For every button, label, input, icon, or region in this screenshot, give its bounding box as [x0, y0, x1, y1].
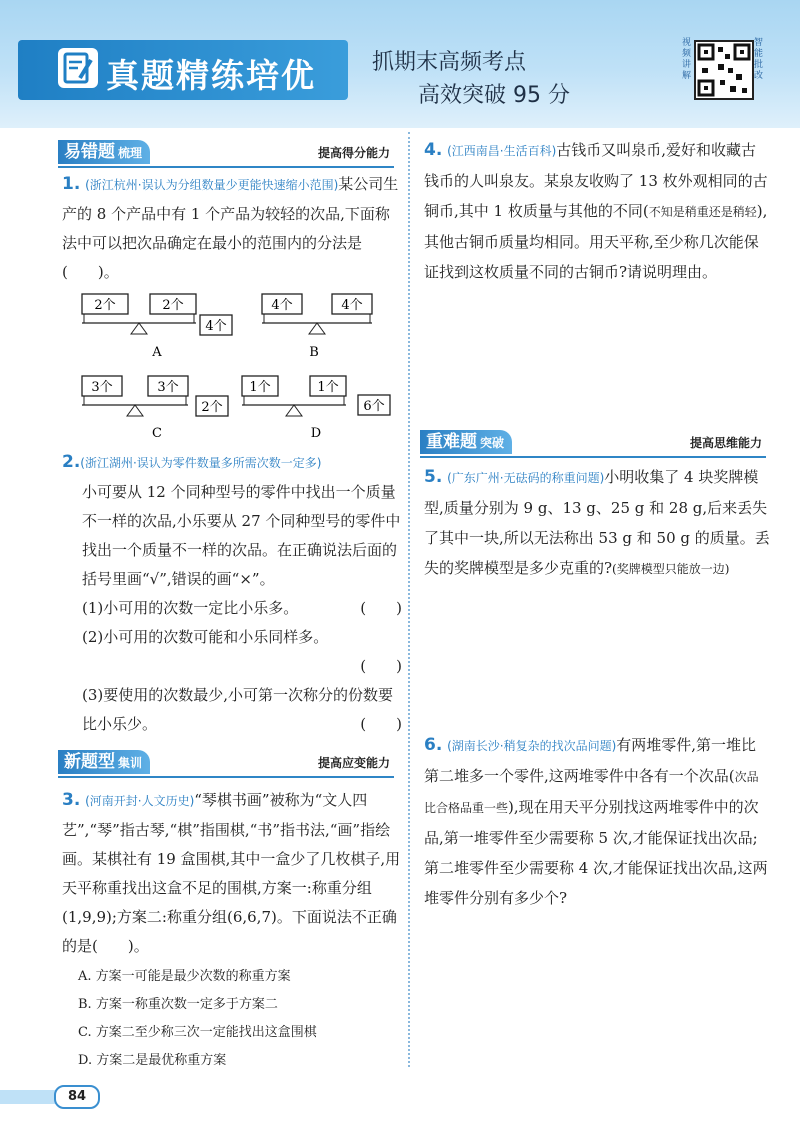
- scale-right-pan: 1个: [317, 380, 339, 395]
- scale-aside: 6个: [363, 399, 385, 414]
- notebook-pencil-icon: [58, 48, 98, 88]
- scale-option-b[interactable]: [262, 294, 372, 360]
- option-label: B: [309, 345, 319, 360]
- question-note: 不知是稍重还是稍轻: [648, 205, 757, 219]
- column-divider: [408, 132, 410, 1067]
- section-tag: 重难题 突破: [420, 430, 512, 454]
- option-b[interactable]: B. 方案一称重次数一定多于方案二: [78, 997, 278, 1012]
- question-text: 古钱币又叫泉币,爱好和收藏古钱币的人叫泉友。某泉友收购了 13 枚外观相同的古铜币,其中 1 枚质量与其他的不同(: [424, 141, 768, 220]
- scale-option-c[interactable]: [82, 376, 228, 441]
- scale-aside: 2个: [201, 400, 223, 415]
- option-c[interactable]: C. 方案二至少称三次一定能找出这盒围棋: [78, 1025, 317, 1040]
- question-text: 有两堆零件,第一堆比第二堆多一个零件,这两堆零件中各有一个次品(: [424, 736, 757, 785]
- scale-left-pan: 4个: [271, 298, 293, 313]
- question-2: [62, 448, 402, 739]
- question-text: 小明收集了 4 块奖牌模型,质量分别为 9 g、13 g、25 g 和 28 g,后来丢失了其中一块,所以无法称出 53 g 和 50 g 的质量。丢失的奖牌模型是多少克重的?: [424, 468, 770, 577]
- slogan-line-1: 抓期末高频考点: [372, 50, 527, 75]
- question-text: “琴棋书画”被称为“文人四艺”,“琴”指古琴,“棋”指围棋,“书”指书法,“画”指绘画。某棋社有 19 盒围棋,其中一盒少了几枚棋子,用天平称重找出这盒不足的围棋,方案一:称重分组(1,9,9);方案二:称重分组(6,6,7)。下面说法不正确的是( )。: [62, 791, 401, 955]
- judge-text: (1)小可用的次数一定比小乐多。: [82, 599, 299, 617]
- judge-item-3: [62, 681, 402, 739]
- question-4: [424, 135, 770, 287]
- judge-item-1: [62, 594, 402, 623]
- section-error-prone: [58, 140, 394, 168]
- question-number: 2.: [62, 452, 81, 472]
- judge-item-2: (2)小可用的次数可能和小乐同样多。: [82, 628, 329, 646]
- question-number: 3.: [62, 790, 81, 810]
- option-label: D: [310, 426, 322, 441]
- scale-aside: 4个: [205, 319, 227, 334]
- page-number: 84: [54, 1085, 100, 1109]
- question-text: 某公司生产的 8 个产品中有 1 个产品为较轻的次品,下面称法中可以把次品确定在最小的范围内的分法是( )。: [62, 175, 399, 281]
- option-label: A: [152, 345, 162, 360]
- question-note: (奖牌模型只能放一边): [612, 562, 730, 576]
- option-label: C: [152, 426, 162, 441]
- scale-right-pan: 4个: [341, 298, 363, 313]
- question-note: 次品比合格品重一些: [424, 770, 759, 815]
- qr-right-label: 智能批改: [754, 38, 764, 81]
- page-title: 真题精练培优: [106, 56, 316, 95]
- answer-blank[interactable]: ( ): [360, 657, 402, 675]
- section-subtitle: 提高应变能力: [317, 756, 390, 770]
- section-subtitle: 提高得分能力: [317, 146, 390, 160]
- question-1: [62, 170, 402, 287]
- question-3: [62, 786, 402, 1075]
- question-source: (江西南昌·生活百科): [447, 144, 557, 158]
- scale-left-pan: 1个: [249, 380, 271, 395]
- scale-left-pan: 3个: [91, 380, 113, 395]
- question-source: (浙江湖州·误认为零件数量多所需次数一定多): [80, 456, 322, 470]
- scale-right-pan: 3个: [157, 380, 179, 395]
- question-6: [424, 730, 770, 913]
- answer-blank[interactable]: ( ): [360, 599, 402, 617]
- scale-right-pan: 2个: [162, 298, 184, 313]
- section-tag: 易错题 梳理: [58, 140, 150, 164]
- question-source: (湖南长沙·稍复杂的找次品问题): [447, 739, 617, 753]
- option-d[interactable]: D. 方案二是最优称重方案: [78, 1053, 227, 1068]
- judge-text: (3)要使用的次数最少,小可第一次称分的份数要比小乐少。: [82, 686, 394, 733]
- question-source: (广东广州·无砝码的称重问题): [447, 471, 605, 485]
- question-number: 1.: [62, 174, 81, 194]
- qr-left-label: 视频讲解: [682, 38, 692, 81]
- question-5: [424, 462, 770, 584]
- section-hard: [420, 430, 766, 458]
- section-subtitle: 提高思维能力: [689, 436, 762, 450]
- section-tag: 新题型 集训: [58, 750, 150, 774]
- question-number: 5.: [424, 467, 443, 487]
- question-source: (河南开封·人文历史): [85, 794, 195, 808]
- question-source: (浙江杭州·误认为分组数量少更能快速缩小范围): [85, 178, 339, 192]
- balance-scale-diagrams: [72, 290, 402, 450]
- scale-left-pan: 2个: [94, 298, 116, 313]
- page-header: [0, 0, 800, 128]
- option-list: [62, 963, 402, 1075]
- section-new-type: [58, 750, 394, 778]
- slogan-line-2: 高效突破 95 分: [418, 83, 570, 108]
- scale-option-a[interactable]: [82, 294, 232, 360]
- question-text-cont: ),现在用天平分别找这两堆零件中的次品,第一堆零件至少需要称 5 次,才能保证找出次品;第二堆零件至少需要称 4 次,才能保证找出次品,这两堆零件分别有多少个?: [424, 798, 768, 907]
- option-a[interactable]: A. 方案一可能是最少次数的称重方案: [78, 969, 291, 984]
- question-number: 4.: [424, 140, 443, 160]
- question-number: 6.: [424, 735, 443, 755]
- qr-code-icon[interactable]: [694, 40, 754, 100]
- question-text-cont: ),其他古铜币质量均相同。用天平称,至少称几次能保证找到这枚质量不同的古铜币?请说明理由。: [424, 202, 768, 281]
- question-text: 小可要从 12 个同种型号的零件中找出一个质量不一样的次品,小乐要从 27 个同种型号的零件中找出一个质量不一样的次品。在正确说法后面的括号里画“√”,错误的画“×”。: [82, 483, 401, 588]
- answer-blank[interactable]: ( ): [360, 715, 402, 733]
- scale-option-d[interactable]: [242, 376, 390, 441]
